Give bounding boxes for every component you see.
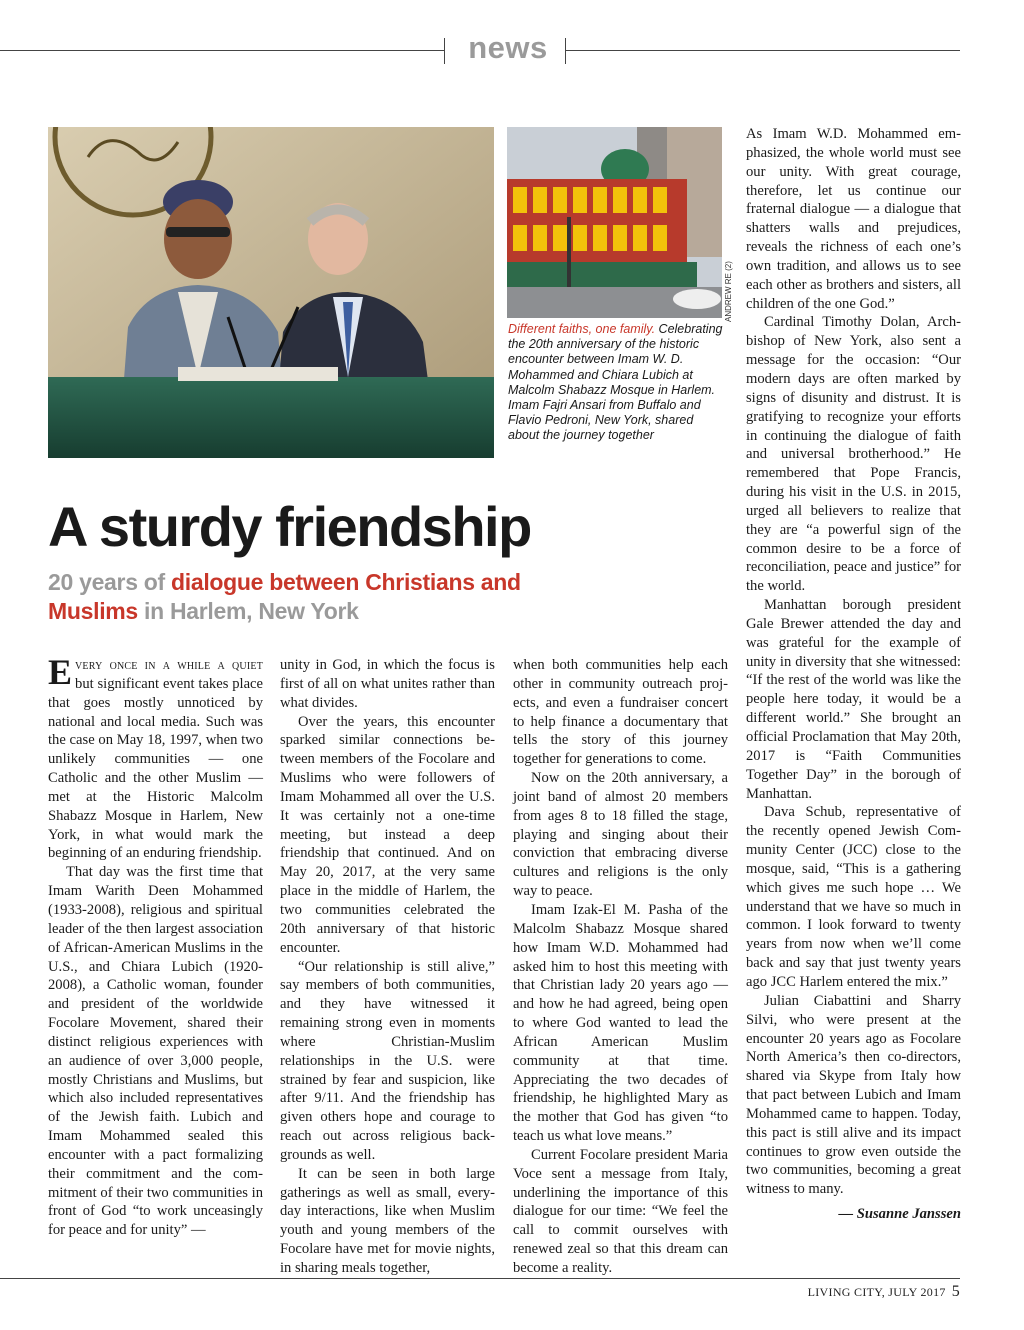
paragraph: “Our relationship is still alive,” say members of both communities, and they have witnessed it remaining strong even in moments where Christian-Muslim relationships in the U.S. were strained by fear and suspicion, like after 9/11. And the friendship has given others hope and courage to reach out across religious backgrounds as well.: [280, 958, 495, 1163]
header-tick-right: [565, 38, 566, 64]
page-number: 5: [951, 1283, 960, 1300]
paragraph: Over the years, this encounter sparked similar connections between members of the Focolare and Muslims who were followers of Imam Mohammed all over the U.S. It was certainly not a one-time meeting, but instead a deep friendship that continued. And on May 20, 2017, at the very same place in the middle of Harlem, the two communities celebrated the 20th anniversary of that historic encounter.: [280, 713, 495, 956]
paragraph: Cardinal Timothy Dolan, Archbishop of New York, also sent a message for the occasion: “Our modern days are often marked by signs of disunity and distrust. It is gratifying to recognize your efforts in continuing the dialogue of faith and universal brotherhood.” He remembered that Pope Francis, during his visit in the U.S. in 2015, urged all believers to realize that they are “a powerful sign of the common desire to be a force of reconciliation, peace and justice” for the world.: [746, 314, 961, 595]
deck-part-3: in Harlem, New York: [137, 598, 359, 624]
article-column-2: [280, 656, 495, 1278]
paragraph: Now on the 20th anniversary, a joint band of almost 20 members from ages 8 to 18 filled the stage, playing and singing about their conviction that embracing diverse cultures and religions is the only way to peace.: [513, 770, 728, 900]
paragraph: Imam Izak-El M. Pasha of the Malcolm Shabazz Mosque shared how Imam W.D. Mohammed had asked him to host this meeting with that Christian lady 20 years ago — and how he had agreed, being open to where God wanted to lead the African American Muslim community at that time. Appreciating the two decades of friendship, he highlighted Mary as the mother that God has given “to teach us what love means.”: [513, 901, 728, 1145]
photo-credit: ANDREW RE (2): [724, 261, 733, 322]
photo-mosque-building: [507, 127, 722, 318]
page-footer: [660, 1283, 960, 1301]
paragraph: [48, 652, 263, 863]
paragraph: Dava Schub, representative of the recently opened Jewish Community Center (JCC) close to the mosque, said, “This is a gathering which gives me such hope … We understand that we have so much in common. I look forward to twenty years from now when we’ll come back and say that just twenty years ago JCC Harlem entered the mix.”: [746, 804, 961, 990]
headline: A sturdy friendship: [48, 495, 531, 558]
caption-lead: Different faiths, one family.: [508, 322, 656, 336]
paragraph: It can be seen in both large gatherings as well as small, everyday interactions, like when Muslim youth and young members of the Focolare have met for movie nights, in sharing meals together,: [280, 1165, 495, 1276]
paragraph: Current Focolare president Maria Voce sent a message from Italy, underlining the importance of this dialogue for our time: “We feel the call to commit ourselves with renewed zeal so that this dream can become a reality.: [513, 1146, 728, 1276]
article-column-4: [746, 125, 961, 1224]
paragraph: unity in God, in which the focus is first of all on what unites rather than what divides.: [280, 657, 495, 711]
paragraph: Julian Ciabattini and Sharry Silvi, who were present at the encounter 20 years ago as Focolare North America’s then co-directors, shared via Skype from Italy how that pact between Lubich and Imam Mohammed came to happen. Today, this pact is still alive and its impact continues to grow even outside the two communities, becoming a great witness to many.: [746, 992, 961, 1198]
drop-cap: E: [48, 652, 73, 692]
header-rule-left: [0, 50, 444, 51]
caption-text: Celebrating the 20th anniversary of the historic encounter between Imam W. D. Mohammed and Chiara Lubich at Malcolm Shabazz Mosque in Harlem. Imam Fajri Ansari from Buffalo and Flavio Pedroni, New York, shared about the journey together: [508, 322, 723, 443]
opening-smallcaps: very once in a while a quiet: [75, 657, 263, 673]
header-rule-right: [566, 50, 960, 51]
paragraph: when both communities help each other in community outreach projects, and even a fundraiser concert to help finance a documentary that tells the story of this journey together for generations to come.: [513, 657, 728, 768]
author-signature: — Susanne Janssen: [838, 1206, 961, 1223]
deck: [48, 568, 608, 626]
photo-caption: [508, 322, 723, 444]
article-column-1: [48, 652, 263, 1240]
section-label: news: [468, 30, 548, 65]
publication-info: LIVING CITY, JULY 2017: [807, 1285, 946, 1299]
paragraph: That day was the first time that Imam Warith Deen Mohammed (1933-2008), religious and spiritual leader of the then largest association of African-American Muslims in the U.S., and Chiara Lubich (1920-2008), a Catholic woman, founder and president of the worldwide Focolare Movement, shared their distinct religious experiences with an audience of over 3,000 people, mostly Christians and Muslims, but which also included representatives of the Jewish faith. Lubich and Imam Mohammed sealed this encounter with a pact formalizing their commitment and the commitment of their two communities in front of God “to work unceasingly for peace and for unity” —: [48, 864, 263, 1239]
photo-imam-and-speaker: [48, 127, 494, 458]
deck-part-1: 20 years of: [48, 569, 171, 595]
header-tick-left: [444, 38, 445, 64]
paragraph: Manhattan borough president Gale Brewer attended the day and was grateful for the example of unity in diversity that she witnessed: “If the rest of the world was like the people here today, it would be a different world.” She brought an official Proclamation that May 20th, 2017 is “Faith Communities Together Day” in the borough of Manhattan.: [746, 597, 961, 802]
paragraph: As Imam W.D. Mohammed emphasized, the whole world must see our unity. With great courage, therefore, let us continue our fraternal dialogue — a dialogue that shatters walls and prejudices, reveals the richness of each one’s own tradition, and allows us to see each other as brothers and sisters, all children of the one God.”: [746, 126, 961, 312]
footer-rule: [0, 1278, 960, 1279]
article-column-3: [513, 656, 728, 1278]
paragraph-text: but significant event takes place that goes mostly unnoticed by national and local media. Such was the case on May 18, 1997, when two unlikely communities — one Catholic and the other Muslim — met at the Historic Malcolm Shabazz Mosque in Harlem, New York, in what would mark the beginning of an enduring friendship.: [48, 675, 263, 862]
deck-part-2: dialogue between Christians and Muslims: [48, 569, 521, 624]
